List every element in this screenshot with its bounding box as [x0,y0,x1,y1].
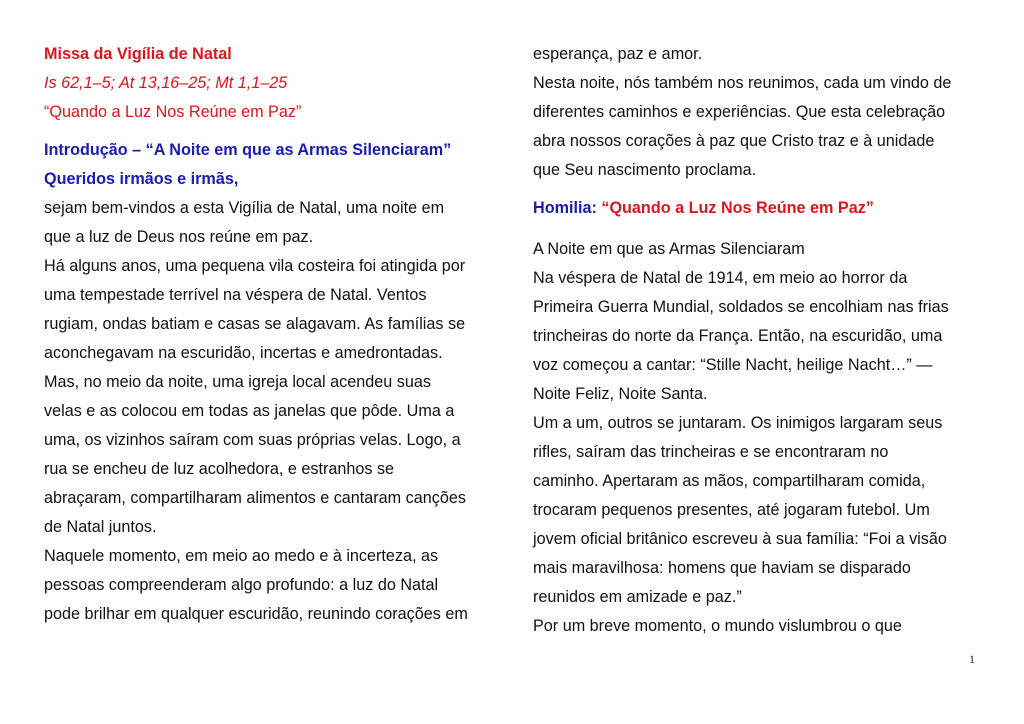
text-line: mais maravilhosa: homens que haviam se disparado [533,559,911,577]
readings-reference: Is 62,1–5; At 13,16–25; Mt 1,1–25 [44,74,288,92]
text-line: A Noite em que as Armas Silenciaram [533,240,805,258]
text-line: pessoas compreenderam algo profundo: a luz do Natal [44,576,439,594]
text-line: abraçaram, compartilharam alimentos e cantaram canções [44,489,466,507]
text-line: Noite Feliz, Noite Santa. [533,385,708,403]
theme-subtitle: “Quando a Luz Nos Reúne em Paz” [44,103,302,121]
homily-title: “Quando a Luz Nos Reúne em Paz” [601,199,874,217]
right-column [533,40,1003,641]
text-line: uma tempestade terrível na véspera de Natal. Ventos [44,286,427,304]
text-line: trincheiras do norte da França. Então, na escuridão, uma [533,327,943,345]
text-line: uma, os vizinhos saíram com suas próprias velas. Logo, a [44,431,461,449]
text-line: trocaram pequenos presentes, até jogaram futebol. Um [533,501,930,519]
text-line: pode brilhar em qualquer escuridão, reunindo corações em [44,605,468,623]
text-line: Por um breve momento, o mundo vislumbrou o que [533,617,902,635]
homily-heading [533,194,1003,223]
document-title: Missa da Vigília de Natal [44,45,232,63]
text-line: que Seu nascimento proclama. [533,161,757,179]
text-line: abra nossos corações à paz que Cristo traz e à unidade [533,132,935,150]
intro-heading: Introdução – “A Noite em que as Armas Silenciaram” [44,141,452,159]
left-column [44,40,514,629]
text-line: esperança, paz e amor. [533,45,703,63]
page-number: 1 [969,652,975,666]
text-line: Nesta noite, nós também nos reunimos, cada um vindo de [533,74,952,92]
text-line: aconchegavam na escuridão, incertas e amedrontadas. [44,344,443,362]
text-line: sejam bem-vindos a esta Vigília de Natal, uma noite em [44,199,445,217]
text-line: Naquele momento, em meio ao medo e à incerteza, as [44,547,439,565]
text-line: que a luz de Deus nos reúne em paz. [44,228,314,246]
text-line: de Natal juntos. [44,518,157,536]
text-line: Mas, no meio da noite, uma igreja local acendeu suas [44,373,431,391]
text-line: reunidos em amizade e paz.” [533,588,742,606]
homily-body [533,235,1003,641]
text-line: voz começou a cantar: “Stille Nacht, heilige Nacht…” — [533,356,933,374]
text-line: diferentes caminhos e experiências. Que esta celebração [533,103,946,121]
text-line: Um a um, outros se juntaram. Os inimigos largaram seus [533,414,943,432]
text-line: rua se encheu de luz acolhedora, e estranhos se [44,460,395,478]
text-line: Há alguns anos, uma pequena vila costeira foi atingida por [44,257,466,275]
text-line: velas e as colocou em todas as janelas que pôde. Uma a [44,402,455,420]
homily-label: Homilia: [533,199,597,217]
text-line: rifles, saíram das trincheiras e se encontraram no [533,443,889,461]
text-line: rugiam, ondas batiam e casas se alagavam. As famílias se [44,315,466,333]
greeting: Queridos irmãos e irmãs, [44,170,239,188]
text-line: caminho. Apertaram as mãos, compartilharam comida, [533,472,926,490]
text-line: jovem oficial britânico escreveu à sua família: “Foi a visão [533,530,947,548]
text-line: Primeira Guerra Mundial, soldados se encolhiam nas frias [533,298,949,316]
text-line: Na véspera de Natal de 1914, em meio ao horror da [533,269,908,287]
intro-body [44,194,514,629]
intro-continuation [533,40,1003,185]
